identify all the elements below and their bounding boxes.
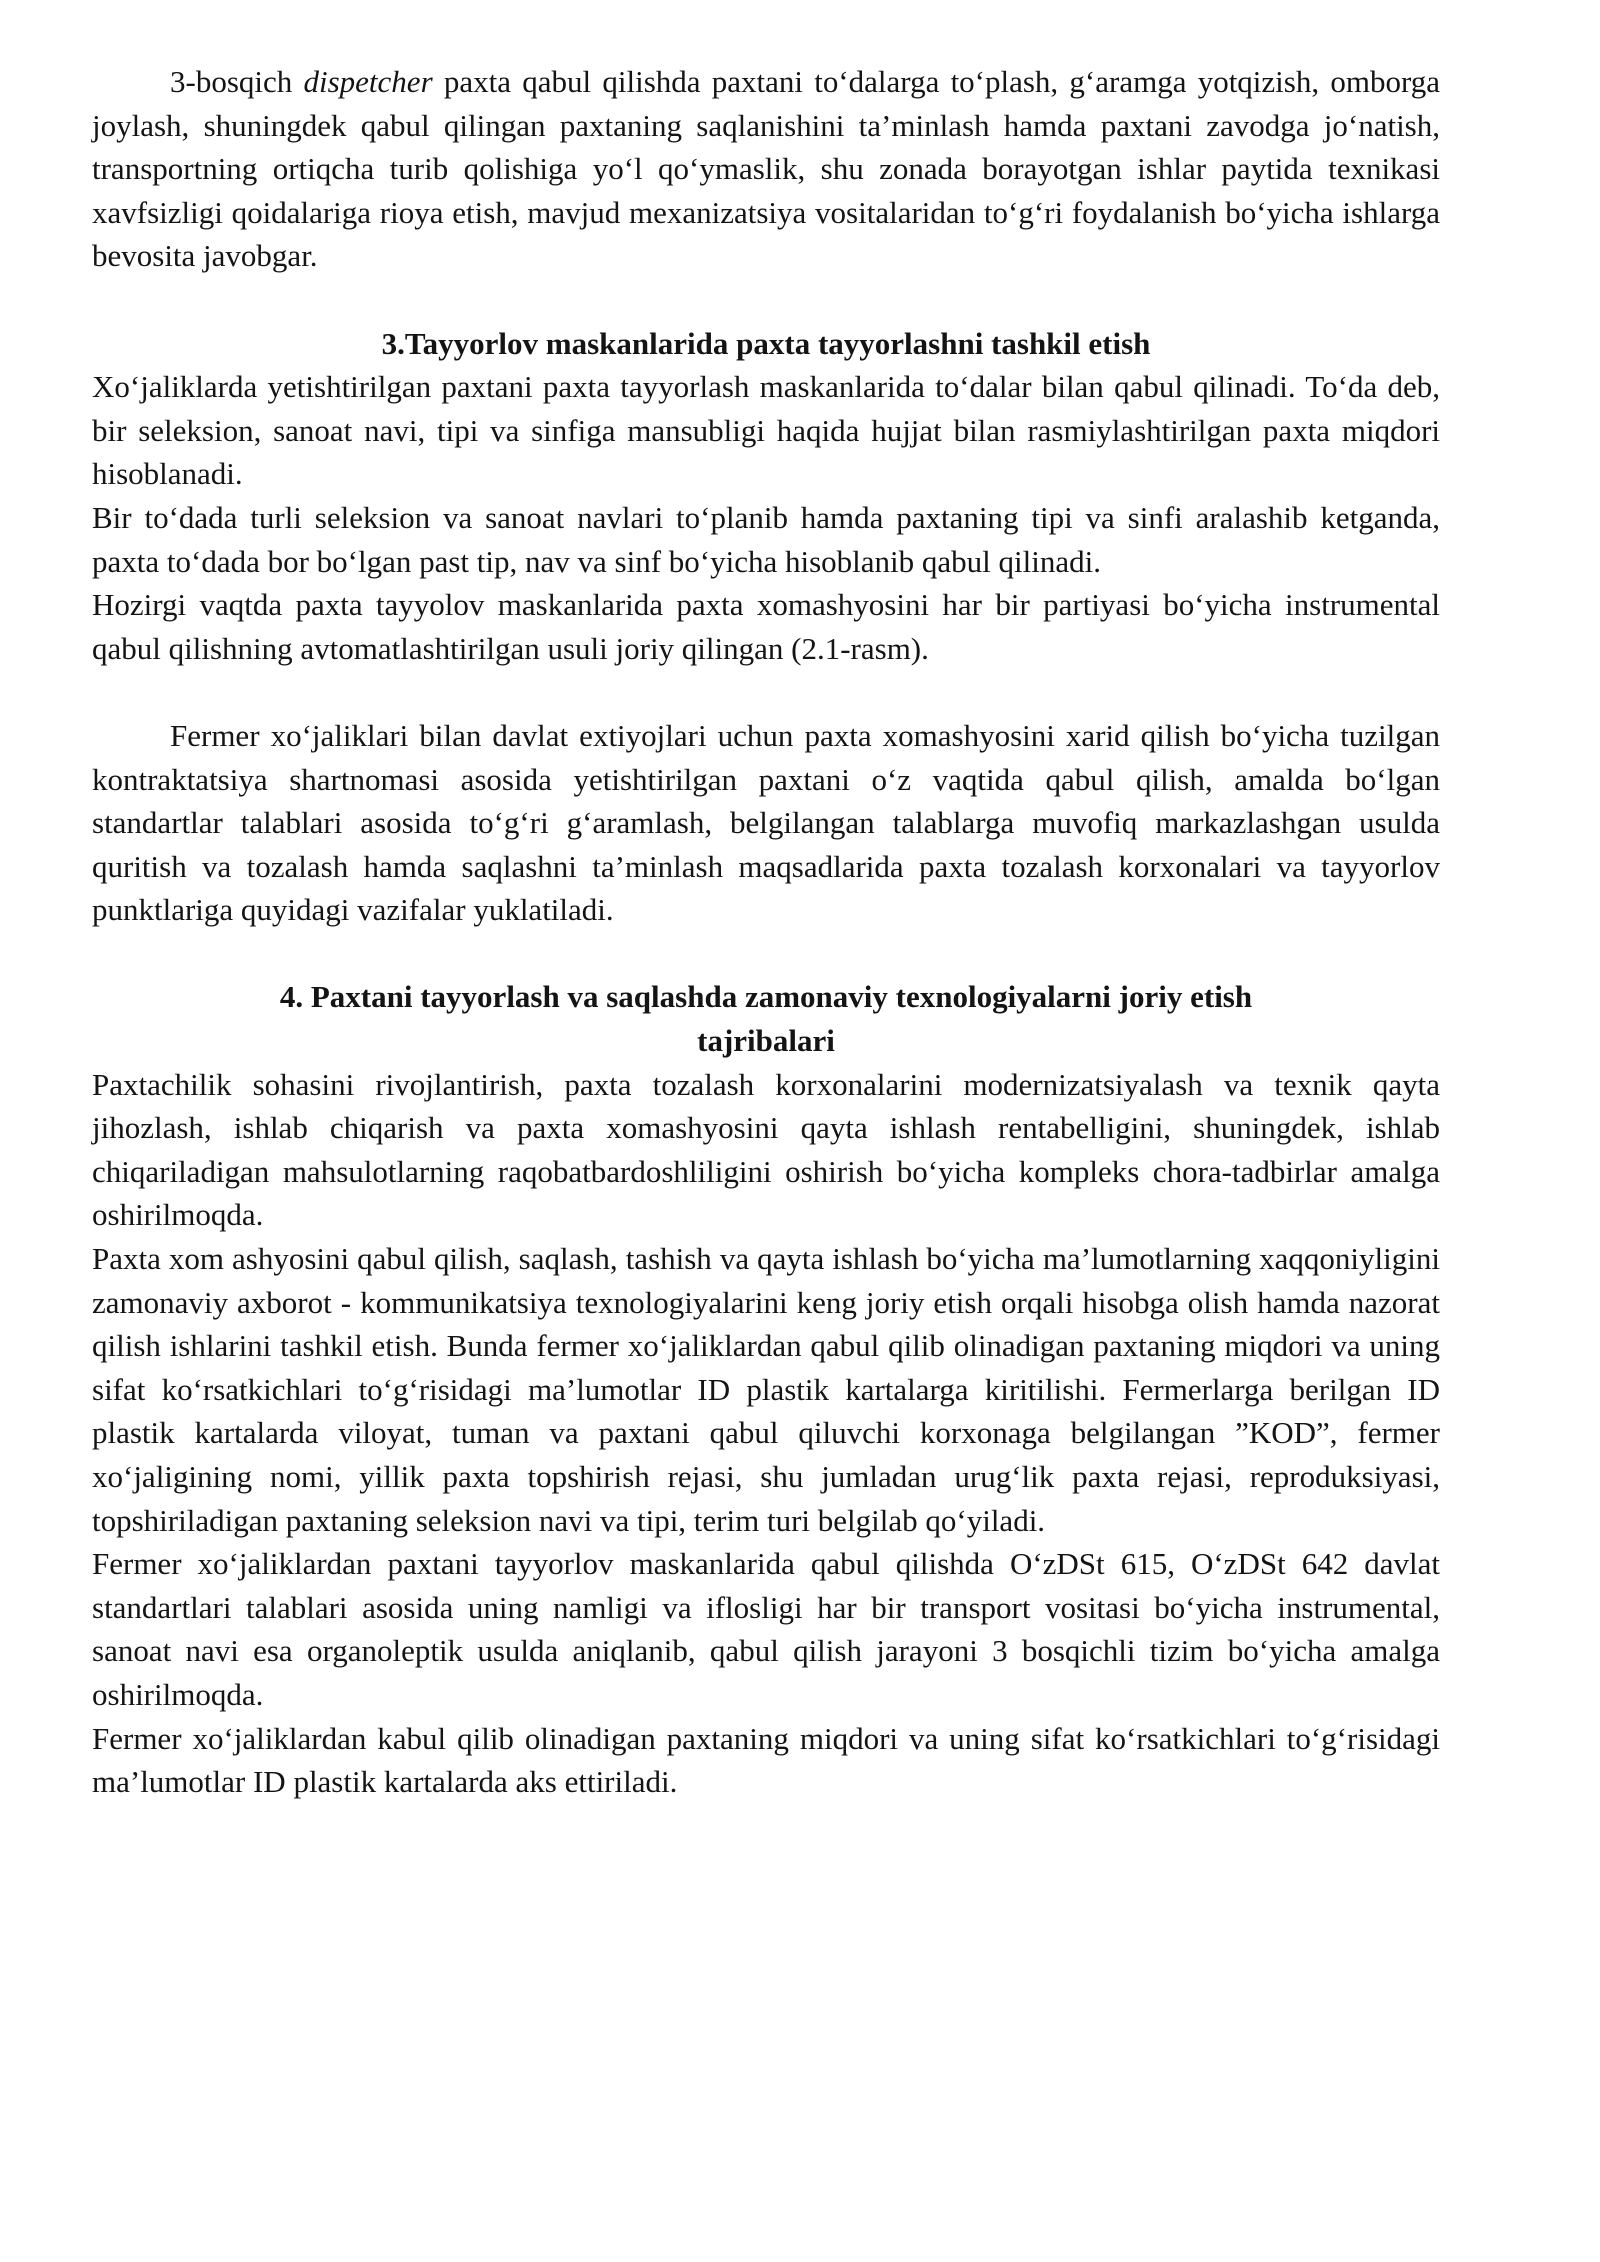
section-heading-4-line-1: 4. Paxtani tayyorlash va saqlashda zamonaviy texnologiyalarni joriy etish bbox=[279, 979, 1253, 1015]
document-page bbox=[92, 60, 1440, 1804]
spacer bbox=[92, 670, 1440, 714]
section-heading-4 bbox=[92, 975, 1440, 1062]
paragraph-dispatcher-stage bbox=[92, 60, 1440, 278]
section-3-paragraph-2: Bir to‘dada turli seleksion va sanoat navlari to‘planib hamda paxtaning tipi va sinfi aralashib ketganda, paxta to‘dada bor bo‘lgan past tip, nav va sinf bo‘yicha hisoblanib qabul qilinadi. bbox=[92, 499, 1440, 579]
section-4-paragraph-2: Paxta xom ashyosini qabul qilish, saqlash, tashish va qayta ishlash bo‘yicha ma’lumotlarning xaqqoniyligini zamonaviy axborot - kommunikatsiya texnologiyalarini keng joriy etish orqali hisobga olish hamda nazorat qilish ishlarini tashkil etish. Bunda fermer xo‘jaliklardan qabul qilib olinadigan paxtaning miqdori va uning sifat ko‘rsatkichlari to‘g‘risidagi ma’lumotlar ID plastik kartalarga kiritilishi. Fermerlarga berilgan ID plastik kartalarda viloyat, tuman va paxtani qabul qiluvchi korxonaga belgilangan ”KOD”, fermer xo‘jaligining nomi, yillik paxta topshirish rejasi, shu jumladan urug‘lik paxta rejasi, reproduksiyasi, topshiriladigan paxtaning seleksion navi va tipi, terim turi belgilab qo‘yiladi. bbox=[92, 1241, 1440, 1538]
section-3-paragraph-3: Hozirgi vaqtda paxta tayyolov maskanlarida paxta xomashyosini har bir partiyasi bo‘yicha instrumental qabul qilishning avtomatlashtirilgan usuli joriy qilingan (2.1-rasm). bbox=[92, 587, 1440, 666]
paragraph-farmer-tasks: Fermer xo‘jaliklari bilan davlat extiyojlari uchun paxta xomashyosini xarid qilish bo‘yicha tuzilgan kontraktatsiya shartnomasi asosida yetishtirilgan paxtani o‘z vaqtida qabul qilish, amalda bo‘lgan standartlar talablari asosida to‘g‘ri g‘aramlash, belgilangan talablarga muvofiq markazlashgan usulda quritish va tozalash hamda saqlashni ta’minlash maqsadlarida paxta tozalash korxonalari va tayyorlov punktlariga quyidagi vazifalar yuklatiladi. bbox=[92, 717, 1440, 928]
section-4-paragraph-3: Fermer xo‘jaliklardan paxtani tayyorlov maskanlarida qabul qilishda O‘zDSt 615, O‘zDSt 642 davlat standartlari talablari asosida uning namligi va iflosligi har bir transport vositasi bo‘yicha instrumental, sanoat navi esa organoleptik usulda aniqlanib, qabul qilish jarayoni 3 bosqichli tizim bo‘yicha amalga oshirilmoqda. bbox=[92, 1546, 1440, 1712]
section-heading-4-line-2: tajribalari bbox=[697, 1023, 835, 1059]
section-4-paragraph-1: Paxtachilik sohasini rivojlantirish, paxta tozalash korxonalarini modernizatsiyalash va texnik qayta jihozlash, ishlab chiqarish va paxta xomashyosini qayta ishlash rentabelligini, shuningdek, ishlab chiqariladigan mahsulotlarning raqobatbardoshliligini oshirish bo‘yicha kompleks chora-tadbirlar amalga oshirilmoqda. bbox=[92, 1066, 1440, 1233]
section-heading-3: 3.Tayyorlov maskanlarida paxta tayyorlashni tashkil etish bbox=[381, 325, 1151, 361]
paragraph-body: paxta qabul qilishda paxtani to‘dalarga to‘plash, g‘aramga yotqizish, omborga joylash, shuningdek qabul qilingan paxtaning saqlanishini ta’minlash hamda paxtani zavodga jo‘natish, transportning ortiqcha turib qolishiga yo‘l qo‘ymaslik, shu zonada borayotgan ishlar paytida texnikasi xavfsizligi qoidalariga rioya etish, mavjud mexanizatsiya vositalaridan to‘g‘ri foydalanish bo‘yicha ishlarga bevosita javobgar. bbox=[92, 64, 1440, 274]
paragraph-italic-term: dispetcher bbox=[303, 64, 433, 99]
section-4-paragraph-4: Fermer xo‘jaliklardan kabul qilib olinadigan paxtaning miqdori va uning sifat ko‘rsatkichlari to‘g‘risidagi ma’lumotlar ID plastik kartalarda aks ettiriladi. bbox=[92, 1720, 1440, 1800]
section-3-paragraph-1: Xo‘jaliklarda yetishtirilgan paxtani paxta tayyorlash maskanlarida to‘dalar bilan qabul qilinadi. To‘da deb, bir seleksion, sanoat navi, tipi va sinfiga mansubligi haqida hujjat bilan rasmiylashtirilgan paxta miqdori hisoblanadi. bbox=[92, 369, 1440, 492]
paragraph-prefix: 3-bosqich bbox=[170, 64, 304, 99]
spacer bbox=[92, 278, 1440, 322]
spacer bbox=[92, 932, 1440, 976]
